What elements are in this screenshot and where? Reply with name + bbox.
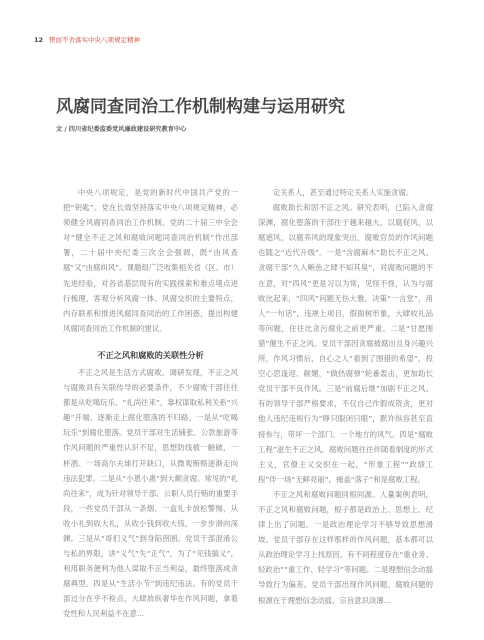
paragraph: 中央八项规定，是党的新时代中国共产党的一把“钥匙”。党在长效坚持落实中央八项规定精神，必须健全风腐同查同治工作机制。党的二十届三中全会对“健全不正之风和腐败问题同查同治机制”作出部署，二十届中央纪委三次全会强调，既“由风查腐”又“由腐纠风”。课题组广泛收集相关省（区、市）先进经验，对各省基层现有的实践探索和难点堵点进行梳理，客观分析风腐一体、风腐交织的主要特点，内存联系和推进风腐同查同治的工作困惑，提出构建风腐同查同治工作机制的建议。 — [63, 188, 238, 333]
page-number: 12 — [34, 36, 44, 44]
paragraph: 不正之风和腐败问题同根同源。人量案例表明，不正之风和腐败问题，根子都是政治上、思想上、纪律上出了问题。一是政治理论学习不够导致思想滑坡。党员干部存在这样那样的作风问题，基本都可以从政治理论学习上找原因，有不同程度存在“重业务、轻政治”“重工作、轻学习”等问题。二是理想信念动摇导致行为偏差。党员干部出现作风问题、腐败问题的根源在于理想信念动摇、宗旨意识淡薄... — [258, 489, 433, 605]
article-byline: 文 / 四川省纪委监委党风廉政建设研究教育中心 — [56, 126, 187, 133]
paragraph: 腐败助长和固不正之风。研究表明，已陷入贪腐深渊，腐化堕落的干部往于越来越大，以腐促风，以腐遮风，以腐养风的现象突出，腐败官员的作风问题也随之“近代升级”。一是“含腐麻木”助长不正之风。贪腐干部“久入鲍鱼之肆不知其臭”，对腐败问题的不在意，对“四风”更是习以为常，见怪不怪，认为与腐败比起来，“四风”问题无伤大雅，决策“一言堂”，用人“一句话”，违规上项目，假面树形象，大肆收礼品等问题，住往比贪污腐化之前更严重。二是“甘愿围猎”催生不正之风。党员干部因贪腐被腐出且身兴趣兴所，作风习惯后，自心之人“看到了围猎的希望”，投空心思逢迎、献媚，“做热腐弹”轮番轰击，更加助长党员干部不良作风。三是“前腐后继”加剧不正之风。有的领导干部严格要求，不仅自己作假成资贪，更对他人违纪违规行为“睁只眼闭只眼”，默许纵容甚至直接参与，带坏一个部门、一个地方的风气。四是“腐败工程”滋生不正之风。腐败问题往往伴随着制度的形式主义，官僚主义交织在一起，“形象工程”“政绩工程”伴一场“无鲜亮丽”，掩盖“落子”和是腐败工程。 — [258, 203, 433, 484]
article-title: 风腐同查同治工作机制构建与运用研究 — [56, 97, 345, 117]
page-header — [34, 36, 140, 45]
left-column — [63, 185, 238, 622]
section-title: 锲而不舍落实中央八项规定精神 — [49, 36, 141, 44]
paragraph: 不正之风是生活方式腐败。调研发现，不正之风与腐败具有关联传导的必要条件，不少腐败干部往往都是从吃喝玩乐、“礼尚往来”，靠权谋取私利关系“兴趣”开端，逐渐走上腐化堕落的不归路。一是从“吃喝玩乐”到腐化堕落。党员干部对生活铺张、公款旅游等作风问题的严重性认识不足，思想防线被一触破，一杯酒、一场高尔夫球打开缺口，从微观贿赂逐渐走向违法犯罪。二是从“小恩小惠”到大额贪腐。常见的“礼尚往来”，成为针对领导干部、公职人员行贿的重要手段，一些党员干部从一条烟、一盒礼卡放松警惕，从收小礼到收大礼，从收小钱到收大钱，一步步滑向深渊。三是从“哥们义气”到身陷囹圄。党员干部混淆公与私的界限，讲“义气”失“正气”，为了“见钱搞义”，利用职务便利为他人谋取不正当利益，最终堕落成贪腐典型。四是从“生活小节”到违纪违法。有的党员干部过分在乎不检点，大肆放纵奢华在作风问题，拿着党性和人民利益不在意... — [63, 367, 238, 619]
right-column — [258, 185, 433, 608]
paragraph: 定关系人，甚至通过特定关系人实施贪腐。 — [272, 188, 414, 197]
section-heading: 不正之风和腐败的关联性分析 — [97, 349, 204, 360]
